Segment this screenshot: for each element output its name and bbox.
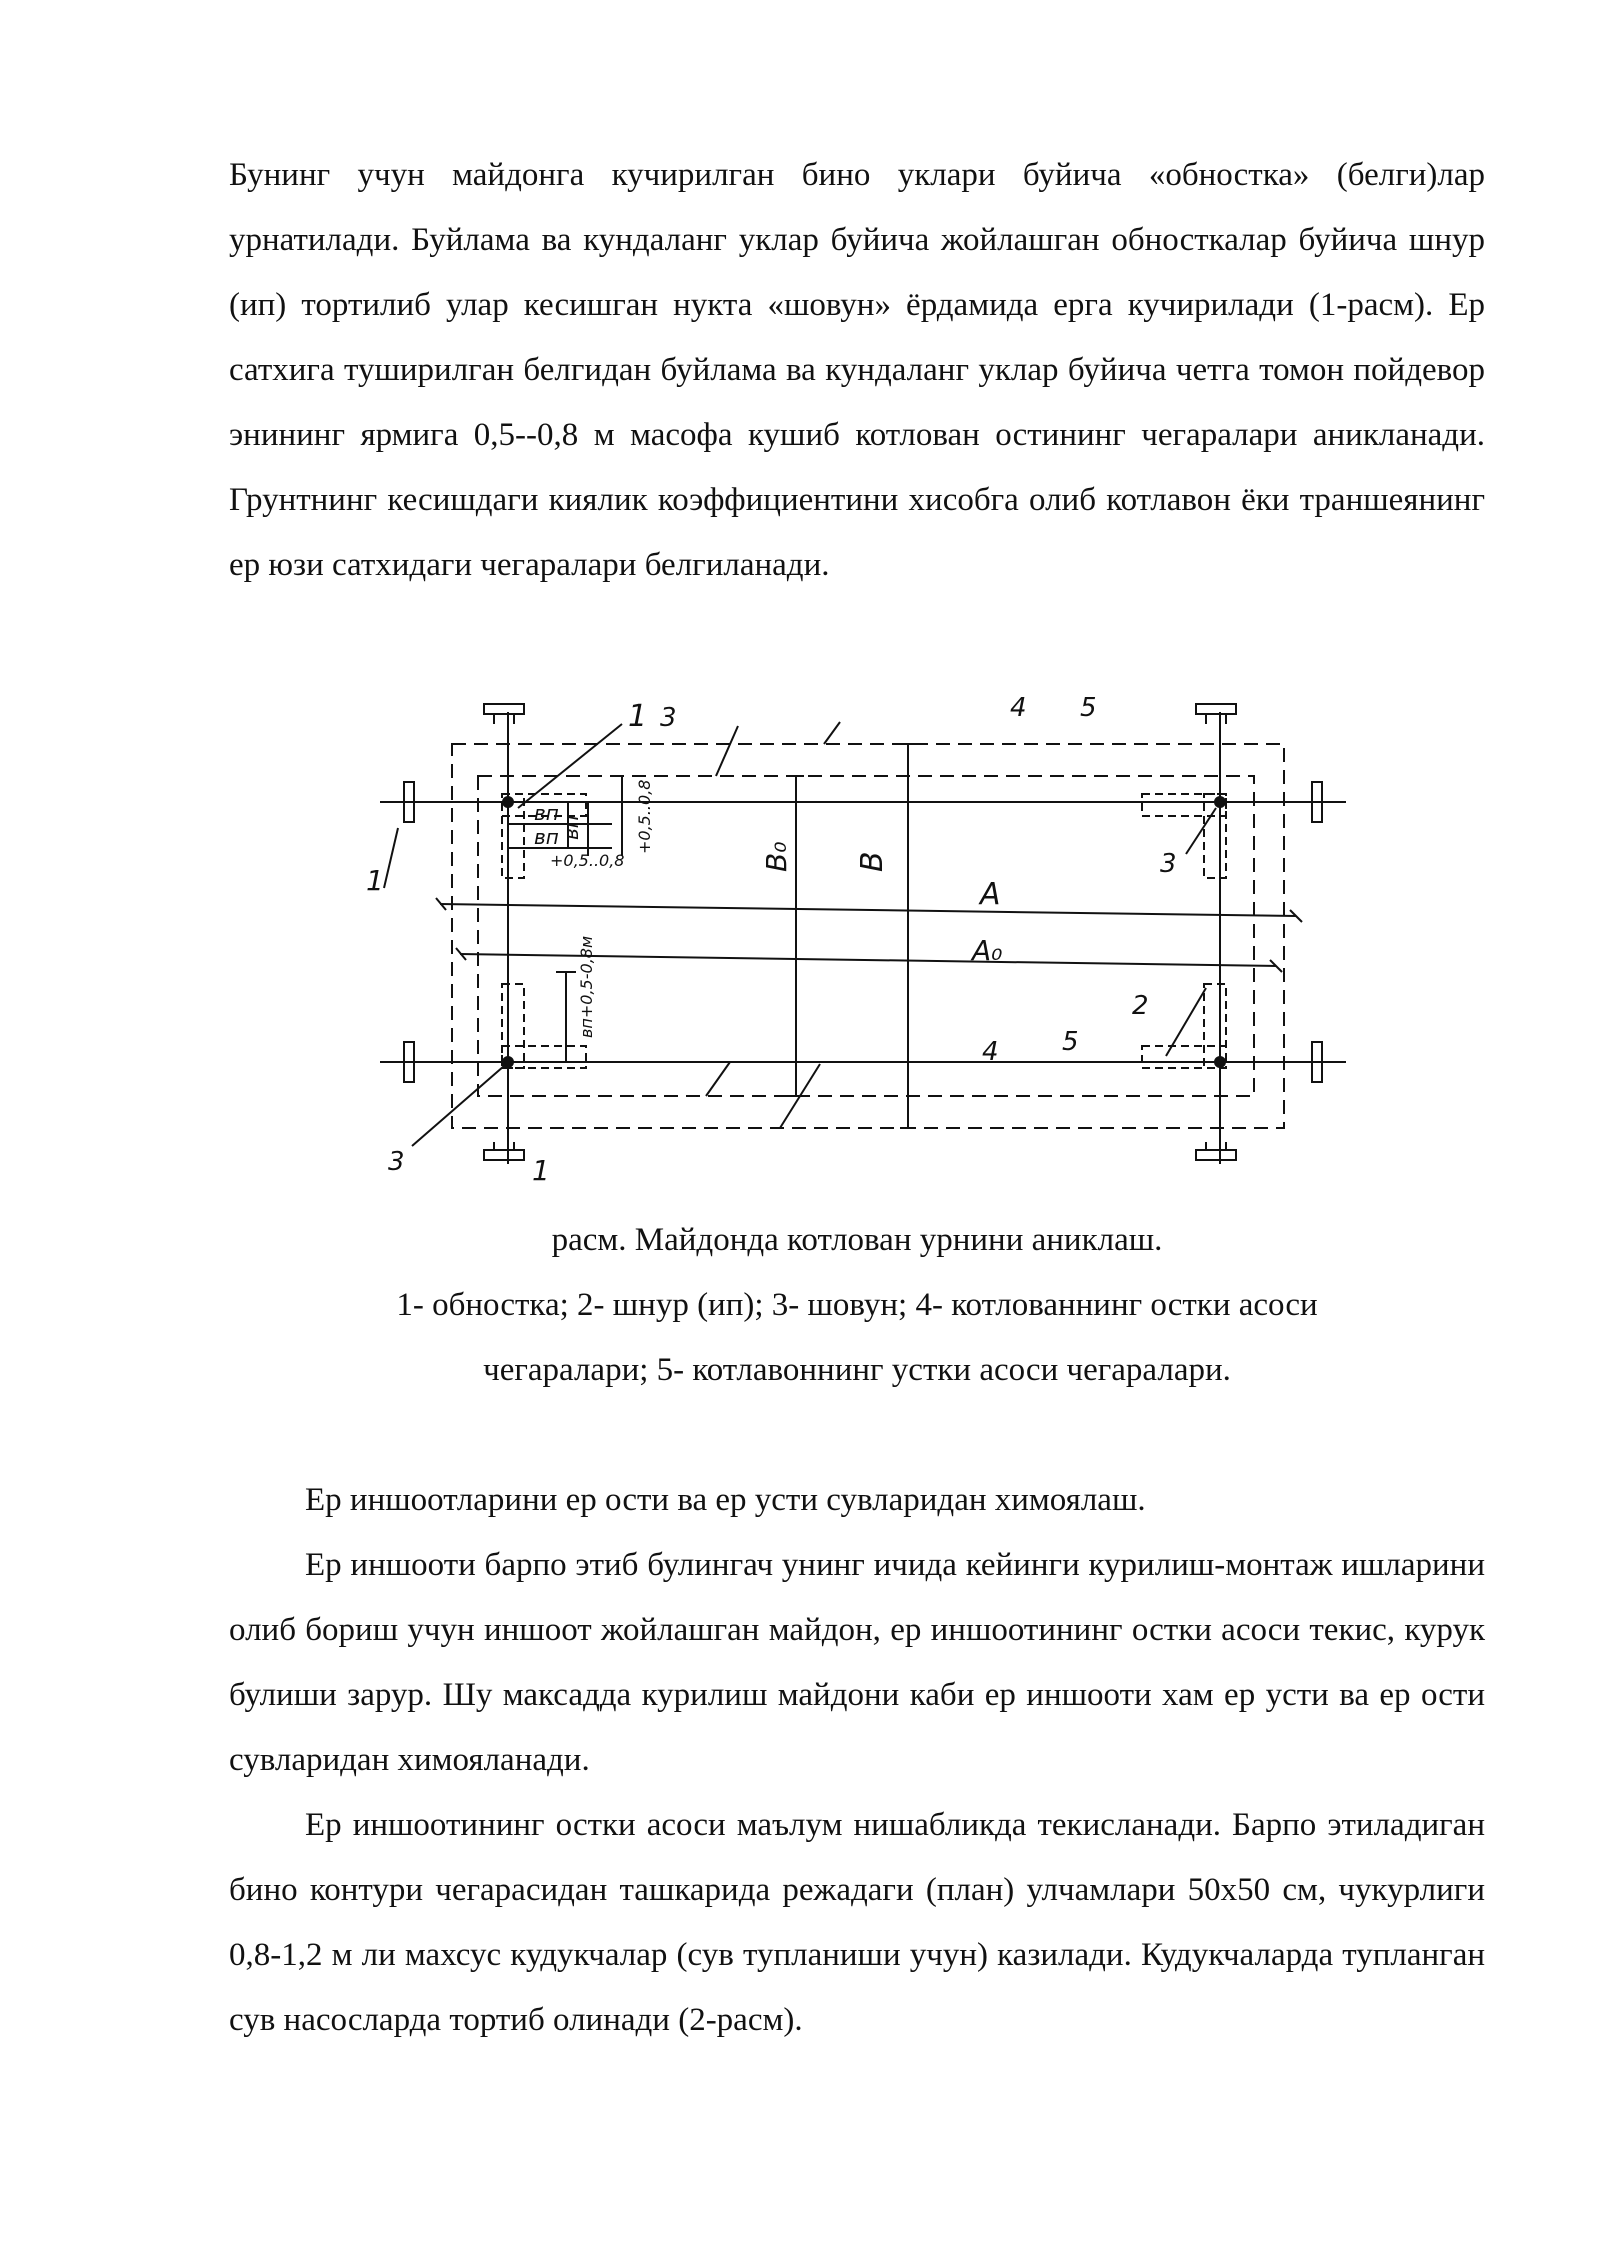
- label-dim-bn-3: вп: [559, 815, 583, 840]
- figure-caption-title: расм. Майдонда котлован урнини аниклаш.: [551, 1222, 1163, 1258]
- label-upper-boundary-top: 5: [1080, 693, 1097, 723]
- label-dim-offset-1: +0,5..0,8: [550, 851, 625, 870]
- label-plumb-right: 3: [1160, 849, 1177, 879]
- label-dim-A: А: [980, 877, 1001, 912]
- label-cord-right: 2: [1132, 991, 1149, 1021]
- paragraph-2: Ер иншооти барпо этиб булингач унинг ичида кейинги курилиш-монтаж ишларини олиб бориш учун иншоот жойлашган майдон, ер иншоотининг остки асоси текис, курук булиши зарур. Шу максадда курилиш майдони каби ер иншооти хам ер усти ва ер ости сувларидан химояланади.: [229, 1547, 1485, 1778]
- label-plumb-bottom: 3: [388, 1147, 405, 1177]
- label-obnostka-left: 1: [366, 864, 384, 897]
- label-plumb-top: 3: [660, 703, 677, 733]
- label-dim-bn-1: вп: [534, 801, 559, 825]
- label-dim-A0: А₀: [972, 934, 1003, 967]
- paragraph-1: Бунинг учун майдонга кучирилган бино уклари буйича «обностка» (белги)лар урнатилади. Буйлама ва кундаланг уклар буйича жойлашган обносткалар буйича шнур (ип) тортилиб улар кесишган нукта «шовун» ёрдамида ерга кучирилади (1-расм). Ер сатхига туширилган белгидан буйлама ва кундаланг уклар буйича четга томон пойдевор энининг ярмига 0,5--0,8 м масофа кушиб котлован остининг чегаралари аникланади. Грунтнинг кесишдаги киялик коэффициентини хисобга олиб котлавон ёки траншеянинг ер юзи сатхидаги чегаралари белгиланади.: [229, 157, 1485, 583]
- figure-excavation-layout: [360, 676, 1360, 1196]
- label-dim-B0: В₀: [760, 841, 793, 872]
- section-heading: Ер иншоотларини ер ости ва ер усти сувларидан химоялаш.: [305, 1482, 1146, 1518]
- label-dim-bn-2: вп: [534, 825, 559, 849]
- label-lower-boundary-bottom: 4: [982, 1037, 999, 1067]
- figure-caption-legend-1: 1- обностка; 2- шнур (ип); 3- шовун; 4- котлованнинг остки асоси: [396, 1287, 1318, 1323]
- label-dim-offset-3: вп+0,5-0,8м: [577, 935, 596, 1038]
- label-lower-boundary-top: 4: [1010, 693, 1027, 723]
- label-obnostka-top: 1: [628, 699, 648, 734]
- label-dim-B: В: [855, 851, 890, 872]
- paragraph-3: Ер иншоотининг остки асоси маълум нишабликда текисланади. Барпо этиладиган бино контури чегарасидан ташкарида режадаги (план) улчамлари 50х50 см, чукурлиги 0,8-1,2 м ли махсус кудукчалар (сув тупланиши учун) казилади. Кудукчаларда тупланган сув насосларда тортиб олинади (2-расм).: [229, 1807, 1485, 2038]
- label-upper-boundary-bottom: 5: [1062, 1027, 1079, 1057]
- excavation-layout-drawing: [360, 676, 1360, 1196]
- figure-caption-legend-2: чегаралари; 5- котлавоннинг устки асоси чегаралари.: [483, 1352, 1231, 1388]
- label-obnostka-bottom: 1: [532, 1154, 550, 1187]
- label-dim-offset-2: +0,5..0,8: [635, 779, 654, 854]
